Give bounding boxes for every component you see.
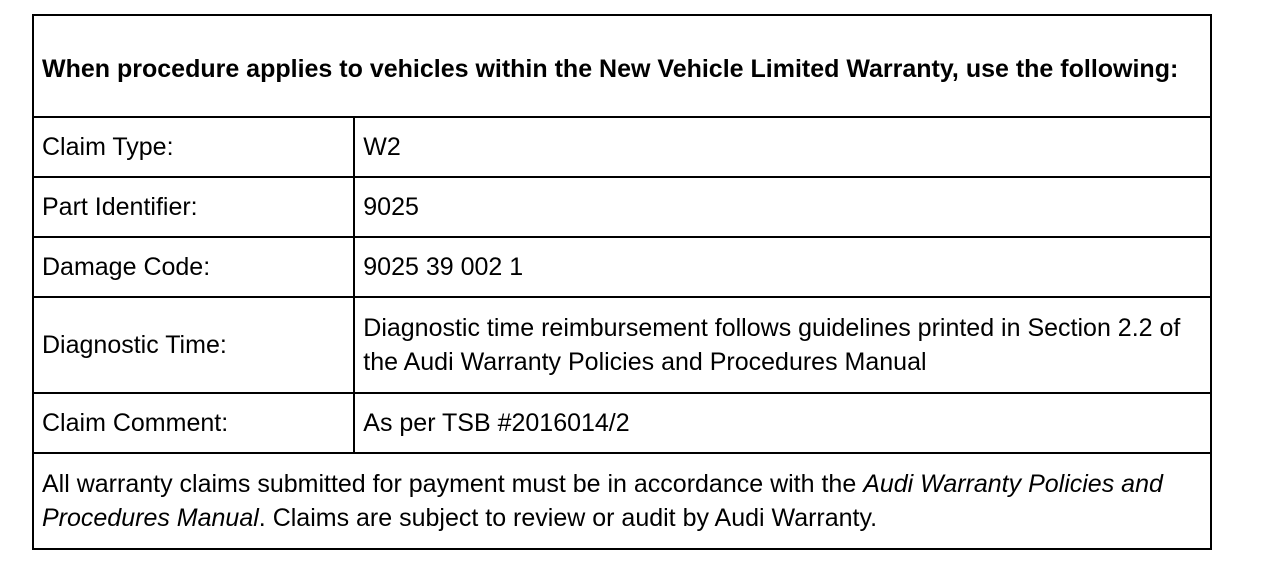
claim-comment-value: As per TSB #2016014/2 [354,393,1211,453]
footer-text-before: All warranty claims submitted for payment must be in accordance with the [42,470,864,498]
part-identifier-label: Part Identifier: [33,177,354,237]
table-row [33,297,1211,393]
table-footer-row [33,453,1211,549]
table-header: When procedure applies to vehicles within the New Vehicle Limited Warranty, use the following: [33,15,1211,117]
table-row [33,393,1211,453]
footer-text-after: . Claims are subject to review or audit by Audi Warranty. [258,504,878,532]
table-row [33,117,1211,177]
damage-code-label: Damage Code: [33,237,354,297]
claim-type-label: Claim Type: [33,117,354,177]
table-header-row [33,15,1211,117]
manual-title: Audi Warranty Policies and Procedures Manual [42,470,1163,532]
claim-type-value: W2 [354,117,1211,177]
claim-comment-label: Claim Comment: [33,393,354,453]
warranty-footer-note [33,453,1211,549]
diagnostic-time-value: Diagnostic time reimbursement follows guidelines printed in Section 2.2 of the Audi Warranty Policies and Procedures Manual [354,297,1211,393]
table-row [33,237,1211,297]
warranty-claim-table [32,14,1212,550]
damage-code-value: 9025 39 002 1 [354,237,1211,297]
part-identifier-value: 9025 [354,177,1211,237]
table-row [33,177,1211,237]
diagnostic-time-label: Diagnostic Time: [33,297,354,393]
